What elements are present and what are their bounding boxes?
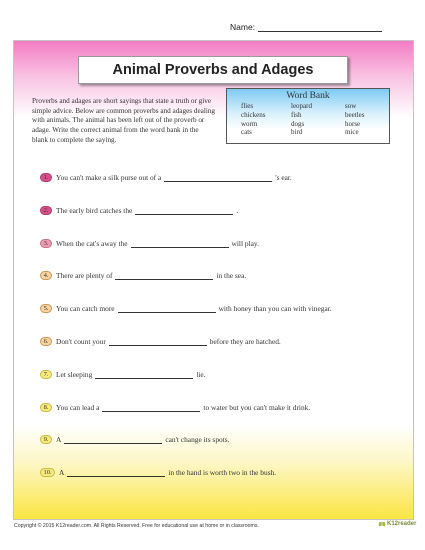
question-text-after: . (236, 206, 239, 215)
question-number-badge: 7. (40, 370, 52, 379)
question-number-badge: 9. (40, 435, 52, 444)
question-text-before: A (56, 435, 62, 444)
question-text-before: A (59, 468, 65, 477)
name-blank[interactable] (258, 22, 382, 32)
question-text-after: to water but you can't make it drink. (203, 403, 311, 412)
word-bank-word: dogs (291, 119, 305, 128)
word-bank-word: bird (291, 128, 303, 137)
question-text-before: Don't count your (56, 337, 106, 346)
title-box (78, 56, 348, 84)
question-6 (40, 337, 281, 346)
question-4 (40, 271, 246, 280)
question-number-badge: 4. (40, 271, 52, 280)
question-text-before: You can lead a (56, 403, 100, 412)
k12reader-logo (378, 520, 416, 528)
question-1 (40, 173, 292, 182)
word-bank-word: mice (345, 128, 359, 137)
question-text-after: in the sea. (216, 271, 247, 280)
word-bank-word: chickens (241, 110, 266, 119)
answer-blank[interactable] (95, 370, 193, 379)
question-9 (40, 435, 229, 444)
word-bank-word: fish (291, 110, 302, 119)
question-number-badge: 10. (40, 468, 55, 477)
question-text-before: There are plenty of (56, 271, 113, 280)
answer-blank[interactable] (118, 304, 216, 313)
answer-blank[interactable] (131, 239, 229, 248)
footer-copyright: Copyright © 2015 K12reader.com. All Rights Reserved. Free for educational use at home or in classrooms. (14, 523, 259, 529)
word-bank-word: cats (241, 128, 252, 137)
question-text-before: Let sleeping (56, 370, 93, 379)
question-3 (40, 239, 259, 248)
question-number-badge: 3. (40, 239, 52, 248)
question-text-after: with honey than you can with vinegar. (218, 304, 332, 313)
worksheet (13, 40, 414, 520)
question-number-badge: 2. (40, 206, 52, 215)
answer-blank[interactable] (102, 403, 200, 412)
question-5 (40, 304, 332, 313)
question-10 (40, 468, 276, 477)
word-bank-grid (227, 102, 389, 137)
answer-blank[interactable] (115, 271, 213, 280)
name-label: Name: (230, 22, 256, 32)
question-7 (40, 370, 206, 379)
book-icon (378, 520, 386, 528)
word-bank-word: leopard (291, 102, 312, 110)
word-bank (226, 88, 390, 144)
question-text-before: The early bird catches the (56, 206, 133, 215)
question-number-badge: 5. (40, 304, 52, 313)
question-text-before: You can catch more (56, 304, 115, 313)
question-8 (40, 403, 310, 412)
word-bank-word: flies (241, 102, 254, 110)
word-bank-word: horse (345, 119, 361, 128)
word-bank-word: beetles (345, 110, 365, 119)
question-number-badge: 8. (40, 403, 52, 412)
question-text-after: lie. (196, 370, 206, 379)
answer-blank[interactable] (67, 468, 165, 477)
question-text-after: will play. (231, 239, 259, 248)
question-number-badge: 6. (40, 337, 52, 346)
logo-text: K12reader (387, 521, 417, 527)
question-number-badge: 1. (40, 173, 52, 182)
question-text-after: before they are hatched. (209, 337, 281, 346)
question-2 (40, 206, 238, 215)
answer-blank[interactable] (109, 337, 207, 346)
question-text-after: 's ear. (275, 173, 292, 182)
question-text-after: in the hand is worth two in the bush. (168, 468, 277, 477)
answer-blank[interactable] (135, 206, 233, 215)
question-text-after: can't change its spots. (165, 435, 230, 444)
answer-blank[interactable] (64, 435, 162, 444)
page-title: Animal Proverbs and Adages (112, 62, 314, 78)
word-bank-title: Word Bank (286, 91, 330, 101)
word-bank-word: worm (241, 119, 258, 128)
word-bank-word: sow (345, 102, 357, 110)
question-text-before: When the cat's away the (56, 239, 128, 248)
question-text-before: You can't make a silk purse out of a (56, 173, 162, 182)
name-field[interactable] (230, 22, 382, 32)
instructions-text: Proverbs and adages are short sayings that state a truth or give simple advice. Below are common proverbs and adages dealing with animals. The animal has been left out of the proverb or adage. Write the correct animal from the word bank in the blank to complete the saying. (32, 97, 216, 144)
answer-blank[interactable] (164, 173, 272, 182)
